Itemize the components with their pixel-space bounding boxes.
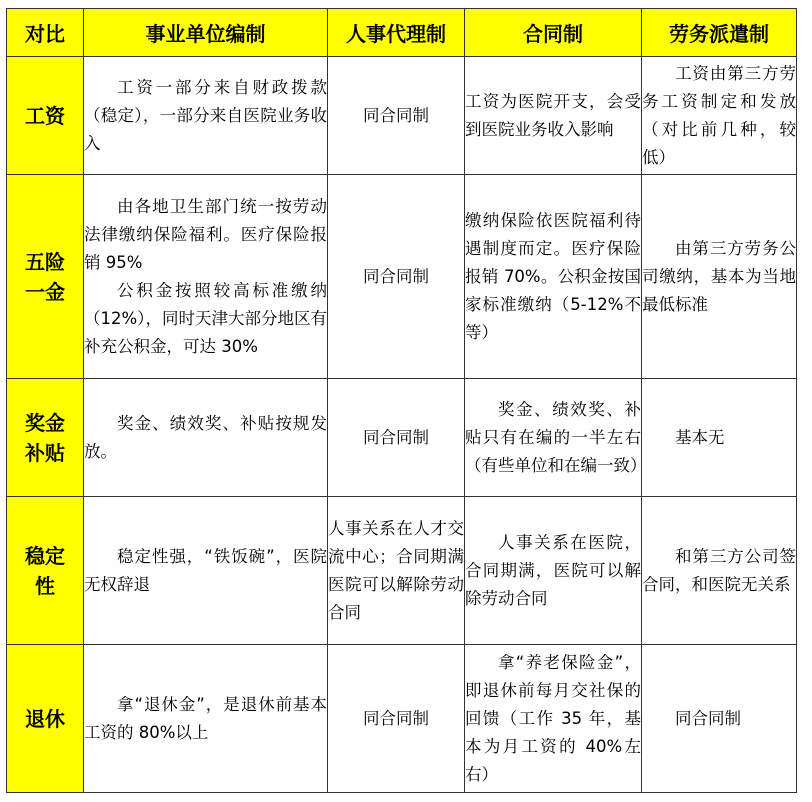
cell-agency [328, 497, 465, 645]
cell-contract [465, 175, 642, 379]
cell-dispatch [642, 57, 797, 175]
cell-text: 人事关系在医院，合同期满，医院可以解除劳动合同 [465, 532, 641, 608]
header-contract: 合同制 [465, 9, 642, 57]
header-institution: 事业单位编制 [84, 9, 328, 57]
row-label [7, 645, 84, 793]
row-label [7, 175, 84, 379]
header-dispatch: 劳务派遣制 [642, 9, 797, 57]
cell-text: 同合同制 [363, 427, 429, 447]
header-compare: 对比 [7, 9, 84, 57]
cell-text: 拿“退休金”，是退休前基本工资的 80%以上 [84, 694, 327, 742]
cell-text: 人事关系在人才交流中心；合同期满医院可以解除劳动合同 [328, 518, 464, 622]
cell-dispatch [642, 175, 797, 379]
cell-text: 同合同制 [363, 105, 429, 125]
cell-agency [328, 379, 465, 497]
cell-institution [84, 379, 328, 497]
cell-dispatch [642, 497, 797, 645]
cell-contract [465, 57, 642, 175]
cell-contract [465, 379, 647, 497]
row-label [7, 497, 84, 645]
cell-text: 工资一部分来自财政拨款（稳定），一部分来自医院业务收入 [84, 77, 327, 153]
table-row [7, 175, 797, 379]
cell-text: 工资由第三方劳务工资制定和发放（对比前几种，较低） [642, 63, 796, 167]
cell-agency [328, 175, 465, 379]
row-label-text: 五险一金 [25, 249, 65, 304]
comparison-table [6, 8, 797, 793]
header-row [7, 9, 797, 57]
table-row [7, 645, 797, 793]
row-label-text: 奖金补贴 [25, 410, 65, 465]
cell-text: 奖金、绩效奖、补贴只有在编的一半左右（有些单位和在编一致） [465, 399, 647, 475]
row-label [7, 379, 84, 497]
header-agency: 人事代理制 [328, 9, 465, 57]
cell-text: 同合同制 [675, 708, 741, 728]
cell-contract [465, 645, 642, 793]
cell-dispatch [642, 645, 797, 793]
cell-text: 拿“养老保险金”，即退休前每月交社保的回馈（工作 35 年，基本为月工资的 40%左右） [465, 652, 641, 784]
cell-institution [84, 497, 328, 645]
cell-agency [328, 645, 465, 793]
row-label-text: 工资 [25, 103, 65, 128]
cell-text: 同合同制 [363, 266, 429, 286]
cell-text: 奖金、绩效奖、补贴按规发放。 [84, 413, 327, 461]
cell-text: 公积金按照较高标准缴纳（12%），同时天津大部分地区有补充公积金，可达 30% [84, 280, 327, 356]
cell-text: 工资为医院开支，会受到医院业务收入影响 [465, 91, 641, 139]
cell-text: 缴纳保险依医院福利待遇制度而定。医疗保险报销 70%。公积金按国家标准缴纳（5-12%不等） [465, 210, 641, 342]
row-label-text: 退休 [25, 706, 65, 731]
cell-text: 由各地卫生部门统一按劳动法律缴纳保险福利。医疗保险报销 95% [84, 196, 327, 272]
cell-institution [84, 175, 328, 379]
cell-text: 基本无 [675, 427, 725, 447]
cell-contract [465, 497, 642, 645]
cell-text: 由第三方劳务公司缴纳，基本为当地最低标准 [642, 238, 796, 314]
cell-text: 和第三方公司签合同，和医院无关系 [642, 546, 796, 594]
table-row [7, 57, 797, 175]
cell-text: 同合同制 [363, 708, 429, 728]
row-label [7, 57, 84, 175]
cell-text: 稳定性强，“铁饭碗”，医院无权辞退 [84, 546, 327, 594]
table-row [7, 379, 797, 497]
cell-agency [328, 57, 465, 175]
cell-institution [84, 645, 328, 793]
cell-dispatch [642, 379, 797, 497]
table-row [7, 497, 797, 645]
cell-institution [84, 57, 328, 175]
row-label-text: 稳定性 [25, 543, 65, 598]
